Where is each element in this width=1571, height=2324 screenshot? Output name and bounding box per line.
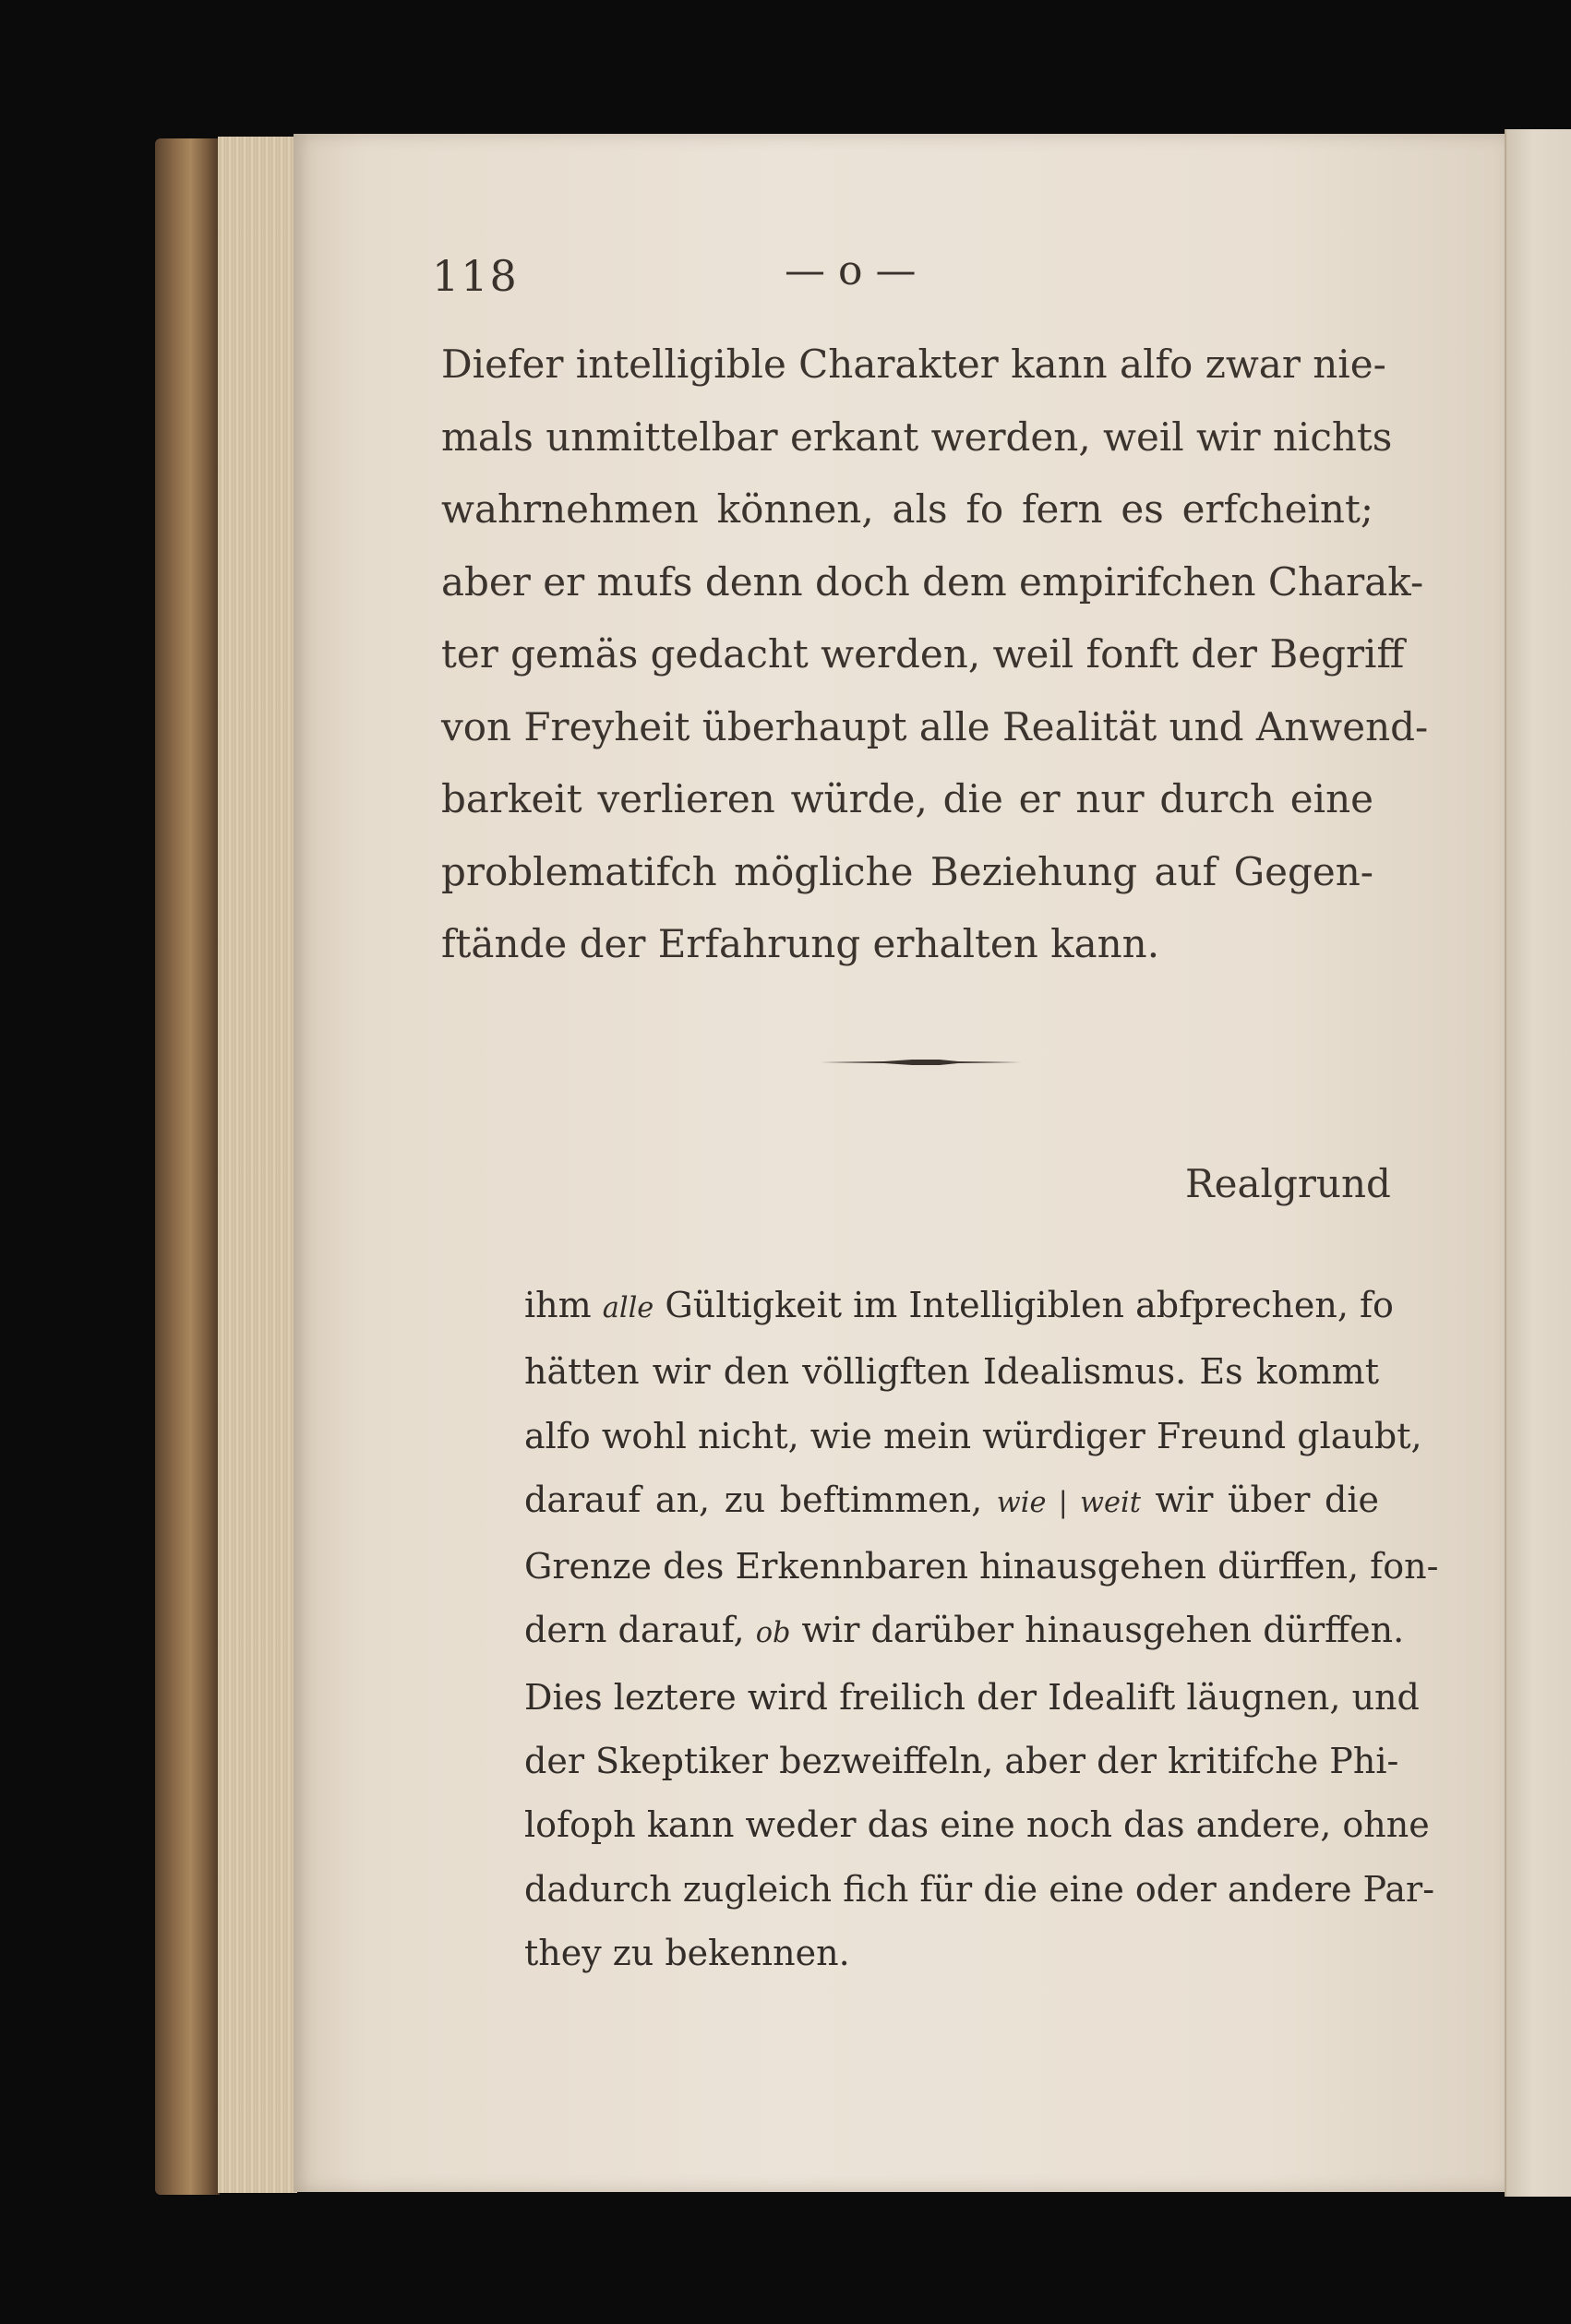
paragraph-1: [441, 329, 1429, 981]
page-edges: [218, 137, 297, 2193]
emphasis: alle: [602, 1292, 654, 1324]
emphasis: wie | weit: [996, 1486, 1141, 1519]
facing-page-edge: [1505, 129, 1571, 2197]
paragraph-2: [524, 1274, 1439, 1985]
header-ornament: — o —: [785, 247, 917, 294]
text-line: aber er mufs denn doch dem empirifchen Charak-: [441, 558, 1424, 605]
text-line: dern darauf, ob wir darüber hinausgehen dürffen.: [524, 1610, 1405, 1651]
emphasis: ob: [755, 1617, 791, 1650]
text-line: they zu bekennen.: [524, 1932, 850, 1973]
page-number: 118: [432, 251, 519, 301]
text-line: ihm alle Gültigkeit im Intelligiblen abfprechen, fo: [524, 1285, 1394, 1325]
section-divider: [820, 1058, 1021, 1067]
text-line: mals unmittelbar erkant werden, weil wir nichts: [441, 413, 1393, 460]
text-line: barkeit verlieren würde, die er nur durch eine: [441, 776, 1373, 821]
text-line: alfo wohl nicht, wie mein würdiger Freund glaubt,: [524, 1415, 1422, 1456]
book-spine: [155, 138, 220, 2195]
text-line: ftände der Erfahrung erhalten kann.: [441, 921, 1160, 966]
text-line: lofoph kann weder das eine noch das andere, ohne: [524, 1804, 1430, 1846]
text-line: Diefer intelligible Charakter kann alfo zwar nie-: [441, 341, 1386, 387]
text-line: dadurch zugleich fich für die eine oder andere Par-: [524, 1868, 1435, 1910]
text-line: problematifch mögliche Beziehung auf Gegen-: [441, 848, 1373, 894]
text-line: hätten wir den völligften Idealismus. Es kommt: [524, 1351, 1379, 1393]
text-line: wahrnehmen können, als fo fern es erfcheint;: [441, 486, 1373, 532]
text-line: von Freyheit überhaupt alle Realität und Anwend-: [441, 703, 1429, 749]
text-line: darauf an, zu beftimmen, wie | weit wir über die: [524, 1479, 1379, 1520]
text-line: Grenze des Erkennbaren hinausgehen dürffen, fon-: [524, 1546, 1439, 1587]
text-line: ter gemäs gedacht werden, weil fonft der Begriff: [441, 631, 1405, 677]
catchword-realgrund: Realgrund: [1185, 1161, 1391, 1206]
text-line: Dies leztere wird freilich der Idealift läugnen, und: [524, 1676, 1420, 1718]
text-line: der Skeptiker bezweiffeln, aber der kritifche Phi-: [524, 1741, 1399, 1782]
